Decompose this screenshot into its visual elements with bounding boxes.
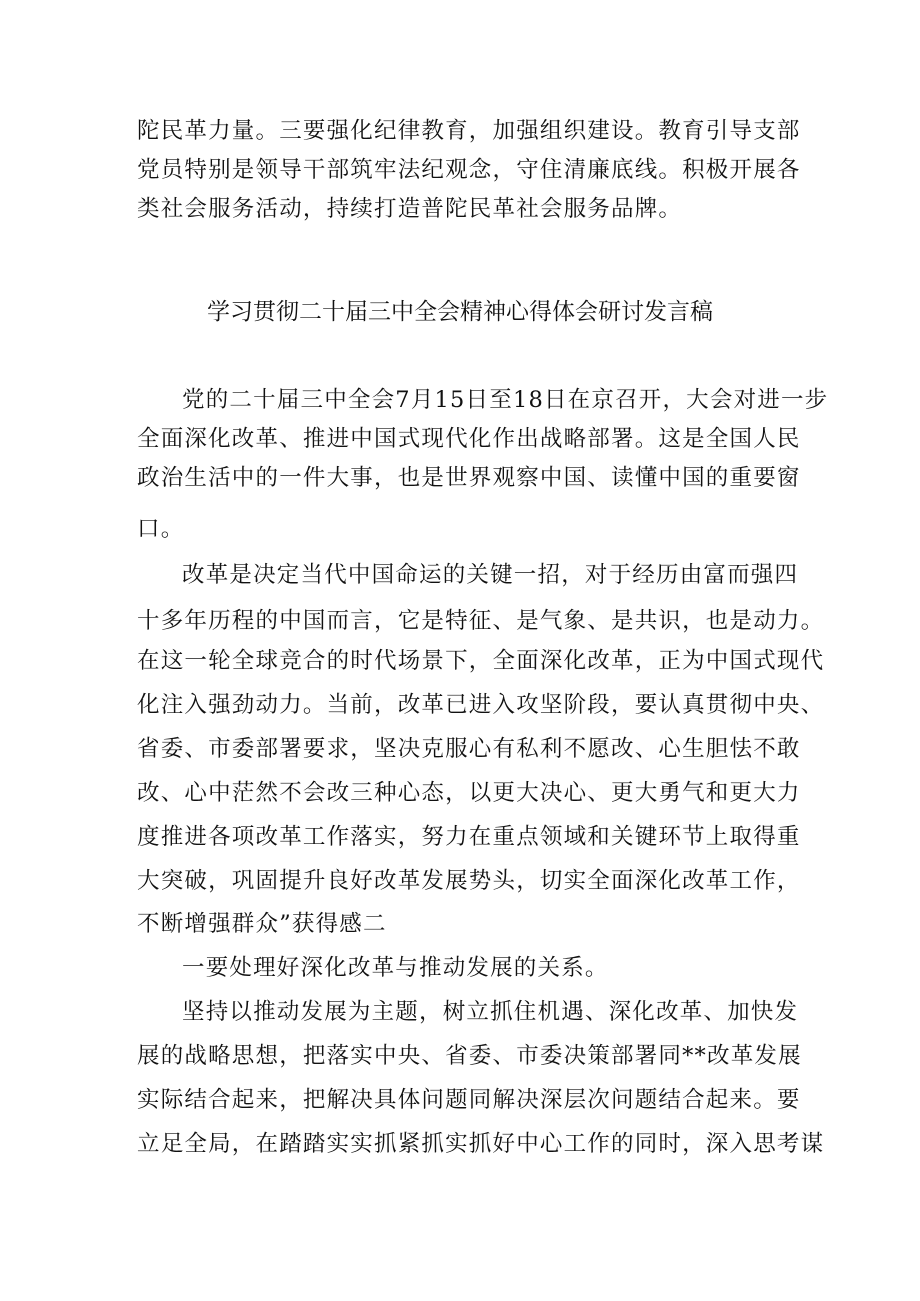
paragraph-1-line-4: 口。 — [137, 516, 185, 542]
paragraph-1-line-1: 党的二十届三中全会7月15日至18日在京召开，大会对进一步 — [182, 387, 829, 413]
paragraph-3-line-2: 展的战略思想，把落实中央、省委、市委决策部署同**改革发展 — [137, 1043, 802, 1069]
paragraph-2-line-3: 在这一轮全球竞合的时代场景下，全面深化改革，正为中国式现代 — [137, 648, 825, 674]
paragraph-2-line-5: 省委、市委部署要求，坚决克服心有私利不愿改、心生胆怯不敢 — [137, 736, 801, 762]
section-heading-1: 一要处理好深化改革与推动发展的关系。 — [182, 955, 609, 981]
paragraph-1-line-2: 全面深化改革、推进中国式现代化作出战略部署。这是全国人民 — [137, 426, 801, 452]
paragraph-2-line-4: 化注入强劲动力。当前，改革已进入攻坚阶段，要认真贯彻中央、 — [137, 692, 825, 718]
document-title: 学习贯彻二十届三中全会精神心得体会研讨发言稿 — [207, 299, 713, 325]
paragraph-2-line-6: 改、心中茫然不会改三种心态，以更大决心、更大勇气和更大力 — [137, 780, 801, 806]
paragraph-2-line-1: 改革是决定当代中国命运的关键一招，对于经历由富而强四 — [182, 562, 799, 588]
continuation-line-2: 党员特别是领导干部筑牢法纪观念，守住清廉底线。积极开展各 — [137, 157, 801, 183]
paragraph-3-line-1: 坚持以推动发展为主题，树立抓住机遇、深化改革、加快发 — [182, 999, 799, 1025]
continuation-line-1: 陀民革力量。三要强化纪律教育，加强组织建设。教育引导支部 — [137, 118, 801, 144]
paragraph-2-line-8: 大突破，巩固提升良好改革发展势头，切实全面深化改革工作， — [137, 868, 801, 894]
paragraph-2-line-9: 不断增强群众”获得感二 — [137, 911, 387, 937]
paragraph-2-line-7: 度推进各项改革工作落实，努力在重点领域和关键环节上取得重 — [137, 824, 801, 850]
paragraph-3-line-3: 实际结合起来，把解决具体问题同解决深层次问题结合起来。要 — [137, 1087, 801, 1113]
continuation-line-3: 类社会服务活动，持续打造普陀民革社会服务品牌。 — [137, 196, 683, 222]
paragraph-3-line-4: 立足全局，在踏踏实实抓紧抓实抓好中心工作的同时，深入思考谋 — [137, 1131, 825, 1157]
paragraph-2-line-2: 十多年历程的中国而言，它是特征、是气象、是共识，也是动力。 — [137, 608, 825, 634]
paragraph-1-line-3: 政治生活中的一件大事，也是世界观察中国、读懂中国的重要窗 — [137, 465, 801, 491]
